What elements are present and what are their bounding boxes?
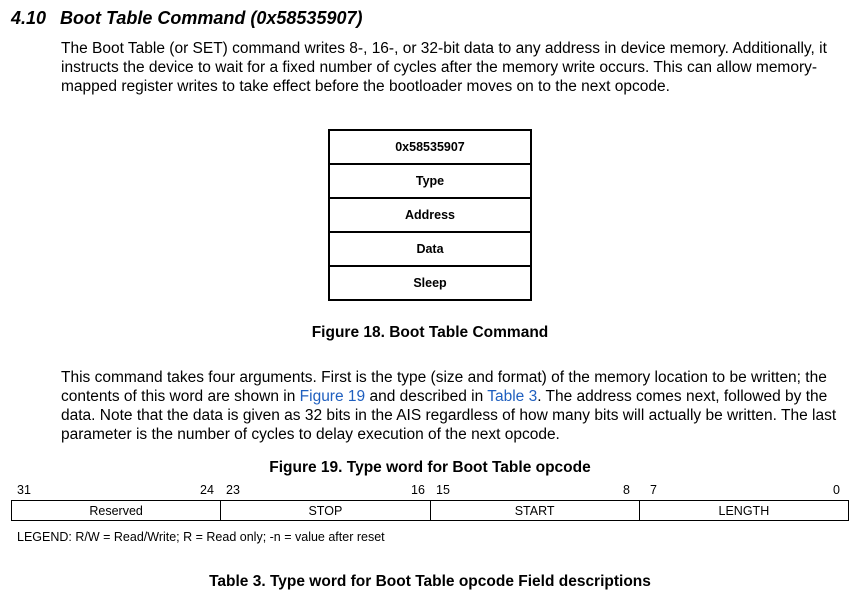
field-reserved: Reserved [12,501,221,520]
bit-number: 23 [226,483,240,497]
figure-19-caption: Figure 19. Type word for Boot Table opcode [269,459,591,476]
bit-number: 15 [436,483,450,497]
figure-19-link[interactable]: Figure 19 [299,388,366,405]
bit-number: 24 [200,483,214,497]
diagram-row-sleep: Sleep [328,267,532,301]
diagram-row-data: Data [328,233,532,267]
table-3-link[interactable]: Table 3 [487,388,538,405]
register-legend: LEGEND: R/W = Read/Write; R = Read only; -n = value after reset [17,530,385,544]
bit-number: 8 [623,483,630,497]
bit-number: 16 [411,483,425,497]
field-start: START [431,501,640,520]
paragraph-text: This command takes four arguments. First is the type (size and format) of the memory location to be written; the contents of this word are shown in [61,369,827,405]
section-heading [11,8,362,29]
bit-number: 31 [17,483,31,497]
paragraph-text: . The address comes next, followed by the data. Note that the data is given as 32 bits in the AIS regardless of how many bits will actually be written. The last parameter is the number of cycles to delay execution of the next opcode. [61,388,837,443]
diagram-row-type: Type [328,165,532,199]
section-number: 4.10 [11,8,47,28]
field-length: LENGTH [718,503,770,518]
arguments-paragraph [61,368,851,444]
section-title: Boot Table Command (0x58535907) [60,8,363,28]
diagram-row-opcode: 0x58535907 [328,129,532,165]
field-stop: STOP [221,501,430,520]
bit-number: 0 [833,483,840,497]
table-3-caption: Table 3. Type word for Boot Table opcode Field descriptions [209,573,651,590]
paragraph-text: and described in [365,388,488,405]
figure-18-caption: Figure 18. Boot Table Command [311,324,549,341]
bit-number: 7 [650,483,657,497]
intro-paragraph: The Boot Table (or SET) command writes 8-, 16-, or 32-bit data to any address in device memory. Additionally, it instructs the device to wait for a fixed number of cycles after the memory write occurs. This can allow memory-mapped register writes to take effect before the bootloader moves on to the next opcode. [61,40,827,95]
type-word-register [11,500,849,521]
diagram-row-address: Address [328,199,532,233]
boot-table-command-diagram [328,129,532,301]
